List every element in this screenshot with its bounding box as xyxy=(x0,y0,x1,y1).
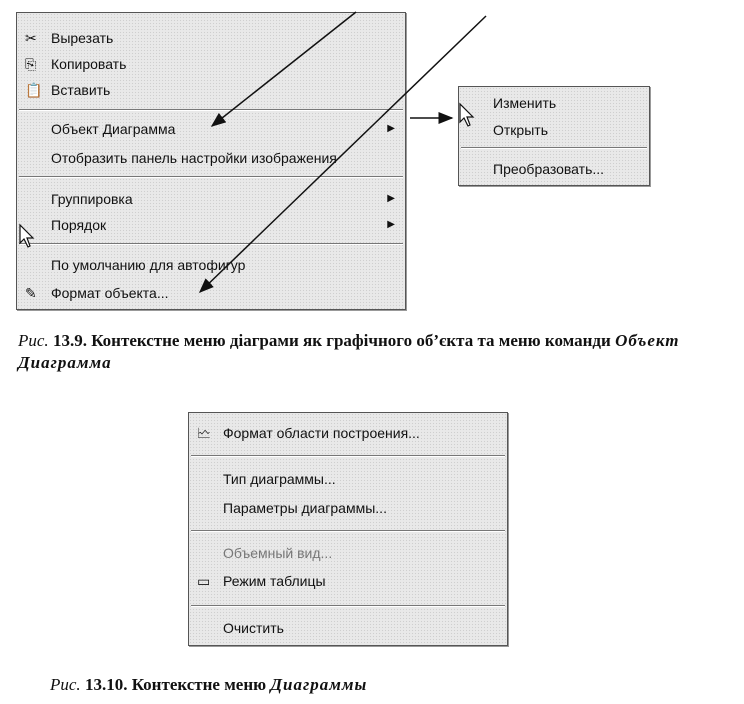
format-plot-area-icon: 🗠 xyxy=(197,425,212,441)
menu-item-chart-type[interactable]: Тип диаграммы... xyxy=(223,471,336,487)
annotation-arrow-to-format-object xyxy=(200,16,486,292)
annotation-arrow-to-chart-object xyxy=(212,12,356,126)
cursor-icon xyxy=(20,225,33,247)
submenu-arrow-icon: ▶ xyxy=(387,123,395,134)
figure-caption-13-10: Рис. 13.10. Контекстне меню Диаграммы xyxy=(50,675,368,694)
submenu-arrow-icon: ▶ xyxy=(387,219,395,230)
menu-item-grouping[interactable]: Группировка ▶ xyxy=(17,187,405,211)
menu-item-format-object[interactable]: ✎ Формат объекта... xyxy=(25,285,169,301)
menu-item-3d-view: Объемный вид... xyxy=(223,545,333,561)
cursor-icon xyxy=(460,104,473,126)
format-object-icon: ✎ xyxy=(25,285,37,301)
submenu-item-convert[interactable]: Преобразовать... xyxy=(493,161,605,177)
menu-item-autoshape-default[interactable]: По умолчанию для автофигур xyxy=(51,257,246,273)
menu-item-clear[interactable]: Очистить xyxy=(223,620,284,636)
menu-item-format-plot-area[interactable]: 🗠 Формат области построения... xyxy=(197,425,420,441)
submenu-item-edit[interactable]: Изменить xyxy=(493,95,557,111)
scissors-icon: ✂ xyxy=(25,30,37,46)
table-icon: ▭ xyxy=(197,573,211,589)
menu-item-cut[interactable]: ✂ Вырезать xyxy=(25,30,114,46)
figure-caption-13-9: Рис. 13.9. Контекстне меню діаграми як графічного об’єкта та меню команди Объект Диаграмма xyxy=(18,331,680,372)
menu-item-paste[interactable]: 📋 Вставить xyxy=(25,82,111,98)
submenu-item-open[interactable]: Открыть xyxy=(493,122,548,138)
menu-item-data-table[interactable]: ▭ Режим таблицы xyxy=(197,573,326,589)
menu-item-chart-object[interactable]: Объект Диаграмма ▶ xyxy=(17,117,405,141)
menu-item-show-picture-toolbar[interactable]: Отобразить панель настройки изображения xyxy=(51,150,337,166)
menu-item-chart-options[interactable]: Параметры диаграммы... xyxy=(223,500,387,516)
paste-icon: 📋 xyxy=(25,82,43,98)
copy-icon: ⎘ xyxy=(25,56,37,72)
submenu-arrow-icon: ▶ xyxy=(387,193,395,204)
menu-item-copy[interactable]: ⎘ Копировать xyxy=(25,56,127,72)
menu-item-order[interactable]: Порядок ▶ xyxy=(17,213,405,237)
